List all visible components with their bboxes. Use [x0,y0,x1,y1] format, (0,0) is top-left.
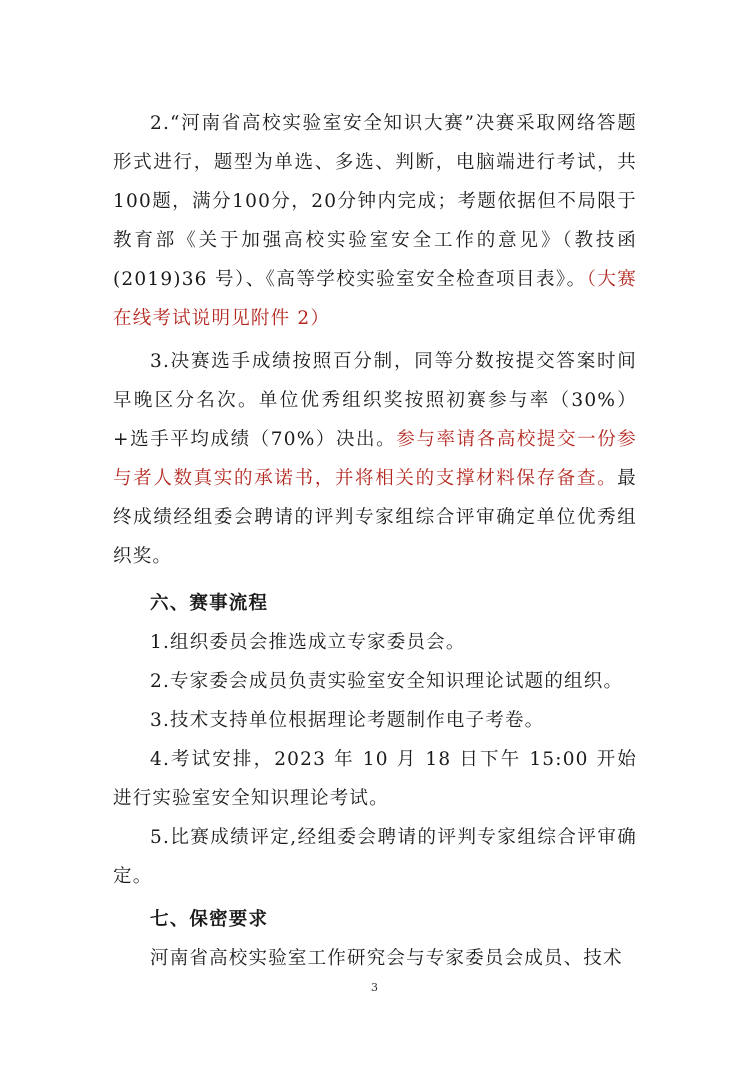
paragraph-scoring-text: 3.决赛选手成绩按照百分制，同等分数按提交答案时间早晚区分名次。单位优秀组织奖按照初赛参与率（30%）+选手平均成绩（70%）决出。 [113,351,637,450]
section-heading-process: 六、赛事流程 [150,593,269,614]
process-item-1: 1.组织委员会推选成立专家委员会。 [150,632,466,653]
paragraph-final-format-text: 2.“河南省高校实验室安全知识大赛”决赛采取网络答题形式进行，题型为单选、多选、判断，电脑端进行考试，共100题，满分100分，20分钟内完成；考题依据但不局限于教育部《关于加强高校实验室安全工作的意见》（教技函(2019)36 号）、《高等学校实验室安全检查项目表》。 [113,113,637,290]
paragraph-scoring [113,342,637,576]
process-item-5: 5.比赛成绩评定,经组委会聘请的评判专家组综合评审确定。 [113,827,637,887]
commitment-note: 参与率请各高校提交一份参与者人数真实的承诺书，并将相关的支撑材料保存备查。 [113,429,637,489]
process-item-2: 2.专家委会成员负责实验室安全知识理论试题的组织。 [150,671,624,692]
attachment-note: （大赛在线考试说明见附件 2） [113,269,637,329]
paragraph-final-format [113,104,637,338]
confidentiality-text: 河南省高校实验室工作研究会与专家委员会成员、技术 [150,948,623,969]
process-item-3: 3.技术支持单位根据理论考题制作电子考卷。 [150,710,545,731]
document-body [113,104,637,978]
process-item-4: 4.考试安排，2023 年 10 月 18 日下午 15:00 开始进行实验室安全知识理论考试。 [113,749,637,809]
page-number: 3 [371,981,378,994]
section-heading-confidentiality: 七、保密要求 [150,909,269,930]
paragraph-scoring-text-end: 最终成绩经组委会聘请的评判专家组综合评审确定单位优秀组织奖。 [113,468,637,567]
